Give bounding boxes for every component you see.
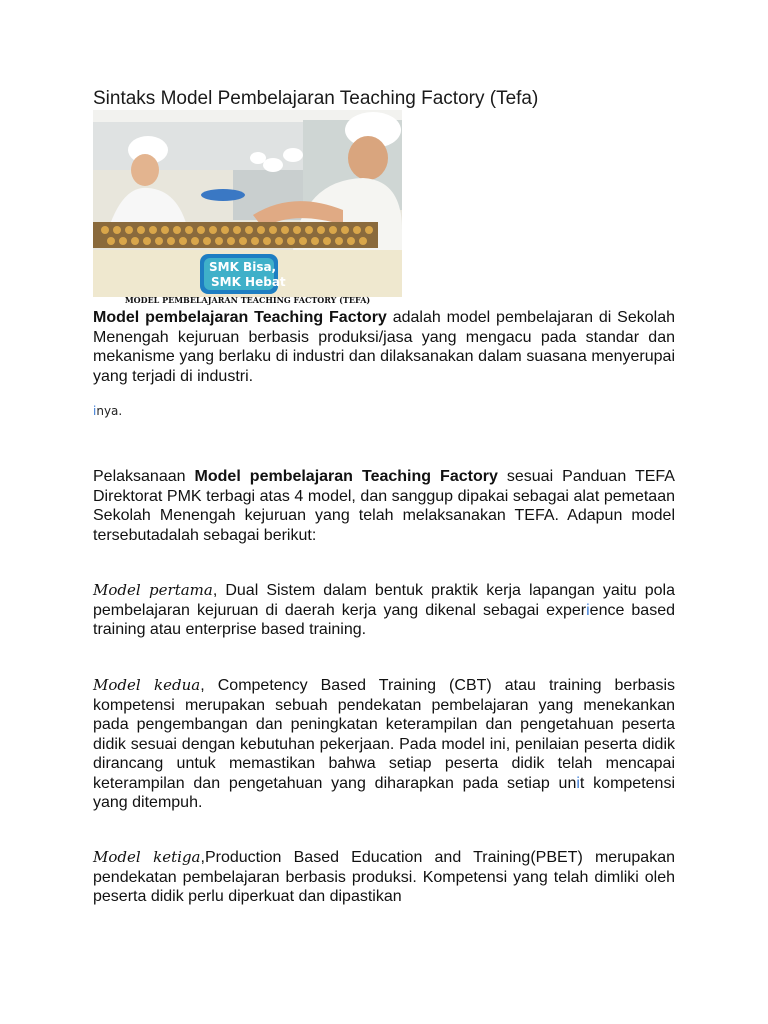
paragraph-2: [93, 467, 675, 545]
p4-cursor-marker: i: [576, 774, 580, 792]
tefa-photo-illustration: [93, 110, 402, 297]
p1-bold: Model pembelajaran Teaching Factory: [93, 309, 387, 326]
paragraph-1: [93, 308, 675, 386]
p2-text: sesuai Panduan TEFA Direktorat PMK terbagi atas 4 model, dan sanggup dipakai sebagai alat pemetaan Sekolah Menengah kejuruan yang telah melaksanakan TEFA. Adapun model tersebutadalah sebagai berikut:: [93, 468, 675, 544]
smk-logo: [200, 254, 286, 294]
text-cursor-marker: i: [93, 404, 97, 418]
p3-lead: Model pertama: [93, 581, 213, 599]
logo-line1: SMK Bisa,: [209, 260, 277, 274]
note-text: nya.: [96, 404, 123, 418]
p2-pre: Pelaksanaan: [93, 468, 195, 485]
p3-cursor-marker: i: [586, 601, 590, 619]
note-fragment: [93, 404, 122, 418]
document-title: Sintaks Model Pembelajaran Teaching Factory (Tefa): [93, 88, 539, 109]
p3-text-b: ence based training atau enterprise based training.: [93, 601, 676, 638]
p5-lead: Model ketiga: [93, 848, 201, 866]
photo-caption: MODEL PEMBELAJARAN TEACHING FACTORY (TEFA): [124, 295, 371, 305]
p4-lead: Model kedua: [93, 676, 201, 694]
logo-line2: SMK Hebat: [211, 275, 286, 289]
p3-text-a: , Dual Sistem dalam bentuk praktik kerja lapangan yaitu pola pembelajaran kejuruan di daerah kerja yang dikenal sebagai exper: [93, 582, 675, 619]
tefa-photo: [93, 110, 402, 297]
p1-text: adalah model pembelajaran di Sekolah Menengah kejuruan berbasis produksi/jasa yang mengacu pada standar dan mekanisme yang berlaku di industri dan dilaksanakan dalam suasana menyerupai yang terjadi di industri.: [93, 309, 676, 385]
paragraph-5: [93, 848, 675, 907]
p4-text-a: , Competency Based Training (CBT) atau training berbasis kompetensi merupakan sebuah pendekatan pembelajaran yang menekankan pada pengembangan dan peningkatan keterampilan dan pengetahuan peserta didik sesuai dengan kebutuhan pekerjaan. Pada model ini, penilaian peserta didik dirancang untuk memastikan bahwa setiap peserta didik telah mencapai keterampilan dan pengetahuan yang diharapkan pada setiap un: [93, 677, 676, 792]
p2-bold: Model pembelajaran Teaching Factory: [194, 468, 498, 485]
paragraph-3: [93, 581, 675, 640]
p5-text: ,Production Based Education and Training(PBET) merupakan pendekatan pembelajaran berbasis produksi. Kompetensi yang telah dimliki oleh peserta didik perlu diperkuat dan dipastikan: [93, 849, 675, 905]
paragraph-4: [93, 676, 675, 813]
p4-text-b: t kompetensi yang ditempuh.: [93, 774, 675, 811]
